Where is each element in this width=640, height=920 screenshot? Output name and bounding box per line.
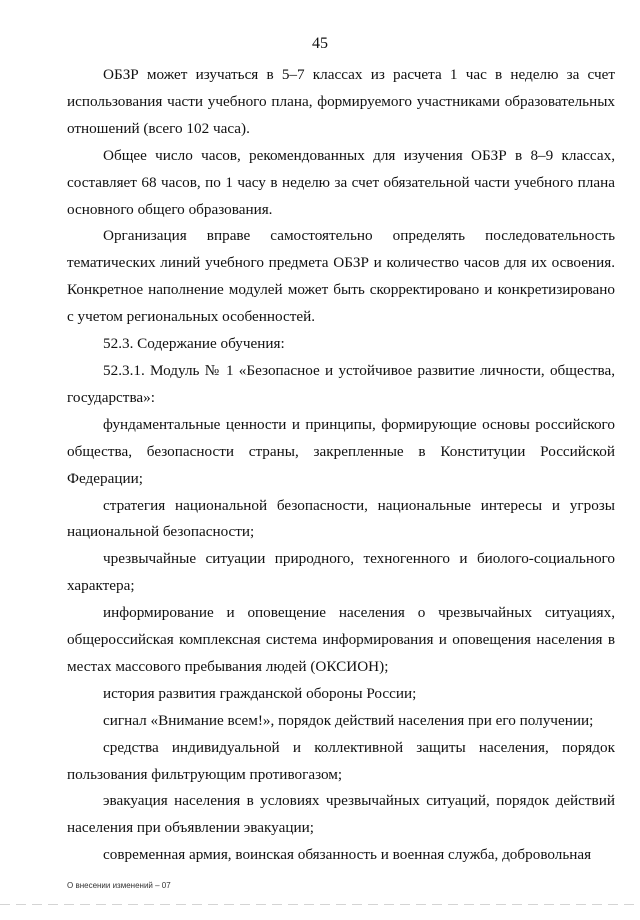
page-number: 45 bbox=[312, 35, 328, 52]
section-heading-content: 52.3. Содержание обучения: bbox=[103, 335, 285, 353]
paragraph-hours-5-7: ОБЗР может изучаться в 5–7 классах из расчета 1 час в неделю за счет использования части учебного плана, формируемого участниками образовательных отношений (всего 102 часа). bbox=[67, 66, 615, 137]
list-item-values: фундаментальные ценности и принципы, формирующие основы российского общества, безопасности страны, закрепленные в Конституции Российской Федерации; bbox=[67, 415, 615, 487]
list-item-strategy: стратегия национальной безопасности, национальные интересы и угрозы национальной безопасности; bbox=[67, 496, 615, 541]
list-item-army: современная армия, воинская обязанность и военная служба, добровольная bbox=[103, 846, 592, 864]
list-item-signal: сигнал «Внимание всем!», порядок действий населения при его получении; bbox=[103, 711, 594, 729]
paragraph-hours-8-9: Общее число часов, рекомендованных для изучения ОБЗР в 8–9 классах, составляет 68 часов, по 1 часу в неделю за счет обязательной части учебного плана основного общего образования. bbox=[67, 146, 615, 218]
footer-note: О внесении изменений – 07 bbox=[67, 881, 171, 890]
module-1-heading: 52.3.1. Модуль № 1 «Безопасное и устойчивое развитие личности, общества, государства»: bbox=[67, 361, 615, 406]
scan-edge-divider bbox=[0, 904, 640, 905]
list-item-protection: средства индивидуальной и коллективной защиты населения, порядок пользования фильтрующим противогазом; bbox=[67, 738, 615, 783]
list-item-informing: информирование и оповещение населения о чрезвычайных ситуациях, общероссийская комплексная система информирования и оповещения населения в местах массового пребывания людей (ОКСИОН); bbox=[67, 604, 615, 675]
list-item-civil-defense: история развития гражданской обороны России; bbox=[103, 684, 417, 702]
list-item-emergencies: чрезвычайные ситуации природного, техногенного и биолого-социального характера; bbox=[67, 550, 615, 595]
body-text bbox=[67, 62, 615, 869]
list-item-evacuation: эвакуация населения в условиях чрезвычайных ситуаций, порядок действий населения при объявлении эвакуации; bbox=[67, 792, 615, 837]
paragraph-organization: Организация вправе самостоятельно определять последовательность тематических линий учебного предмета ОБЗР и количество часов для их освоения. Конкретное наполнение модулей может быть скорректировано и конкретизировано с учетом региональных особенностей. bbox=[67, 227, 615, 326]
